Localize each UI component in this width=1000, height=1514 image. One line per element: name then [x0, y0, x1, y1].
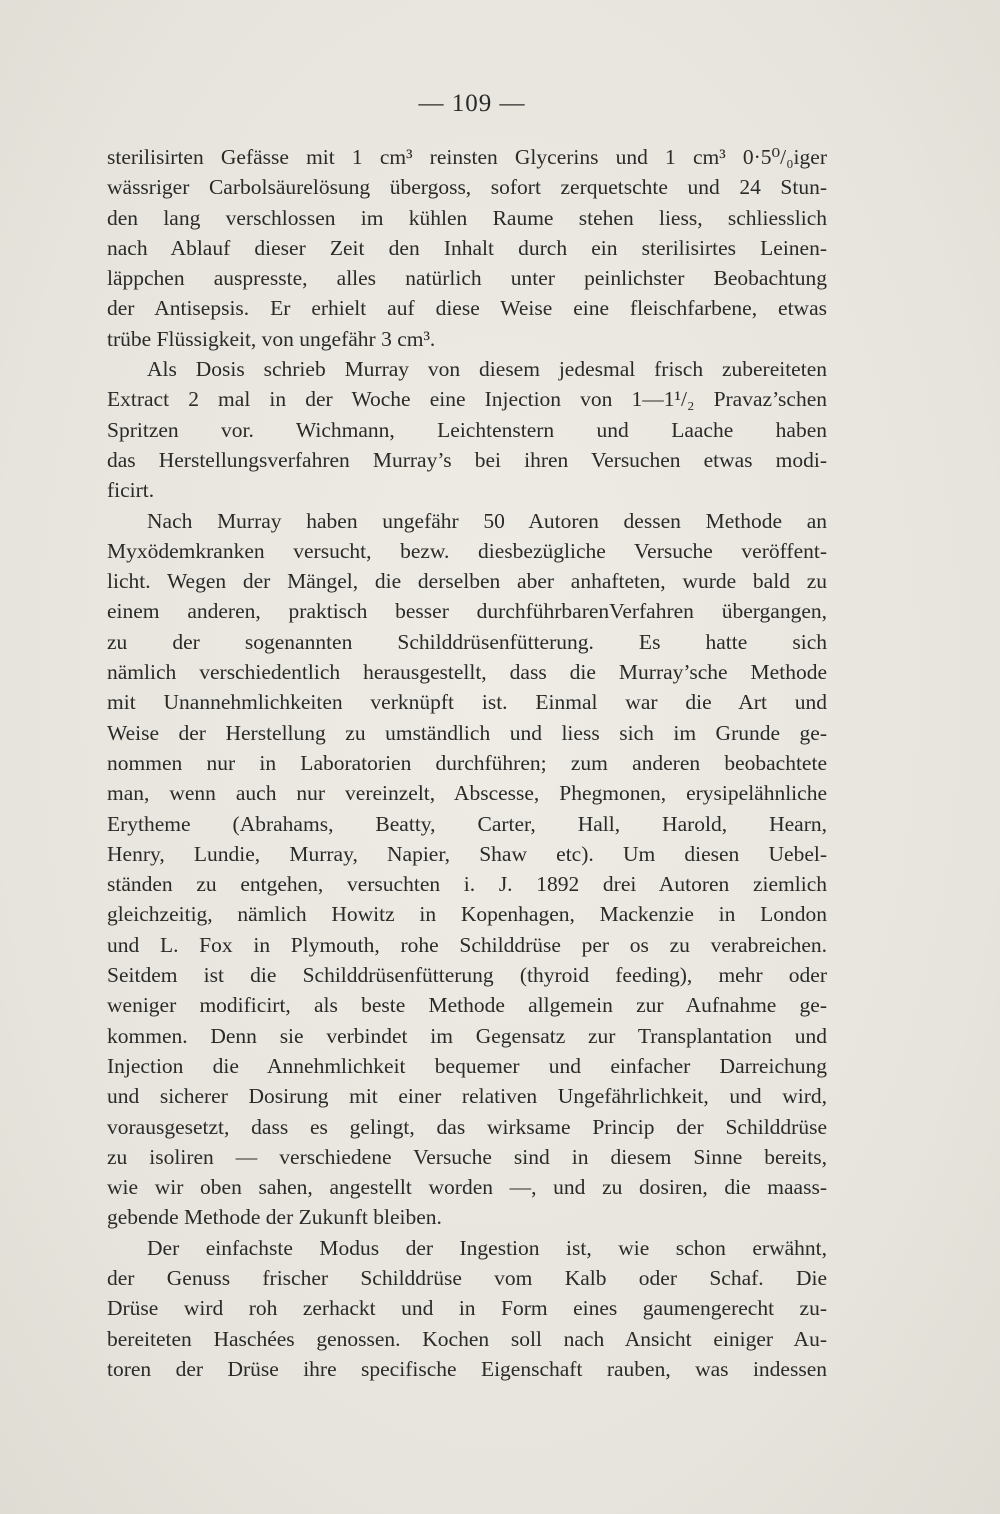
text-line: ständen zu entgehen, versuchten i. J. 1892 drei Autoren ziemlich [107, 872, 827, 897]
text-line: einem anderen, praktisch besser durchführbarenVerfahren übergangen, [107, 599, 827, 624]
text-line: Drüse wird roh zerhackt und in Form eines gaumengerecht zu- [107, 1296, 827, 1321]
text-line: mit Unannehmlichkeiten verknüpft ist. Einmal war die Art und [107, 690, 827, 715]
text-line: wässriger Carbolsäurelösung übergoss, sofort zerquetschte und 24 Stun- [107, 175, 827, 200]
paragraph-start-line: Der einfachste Modus der Ingestion ist, wie schon erwähnt, [147, 1235, 827, 1260]
text-line: der Antisepsis. Er erhielt auf diese Weise eine fleischfarbene, etwas [107, 296, 827, 321]
text-line: wie wir oben sahen, angestellt worden —, und zu dosiren, die maass- [107, 1175, 827, 1200]
text-line: Injection die Annehmlichkeit bequemer und einfacher Darreichung [107, 1053, 827, 1078]
paragraph-start-line: Nach Murray haben ungefähr 50 Autoren dessen Methode an [147, 508, 827, 533]
text-line: bereiteten Haschées genossen. Kochen soll nach Ansicht einiger Au- [107, 1326, 827, 1351]
text-line: nach Ablauf dieser Zeit den Inhalt durch ein sterilisirtes Leinen- [107, 235, 827, 260]
text-line: kommen. Denn sie verbindet im Gegensatz zur Transplantation und [107, 1023, 827, 1048]
body-text [107, 142, 827, 1384]
text-line: läppchen auspresste, alles natürlich unter peinlichster Beobachtung [107, 266, 827, 291]
text-line: Myxödemkranken versucht, bezw. diesbezügliche Versuche veröffent- [107, 538, 827, 563]
text-line: licht. Wegen der Mängel, die derselben aber anhafteten, wurde bald zu [107, 569, 827, 594]
text-line: Spritzen vor. Wichmann, Leichtenstern und Laache haben [107, 417, 827, 442]
text-line: zu isoliren — verschiedene Versuche sind in diesem Sinne bereits, [107, 1144, 827, 1169]
text-line: vorausgesetzt, dass es gelingt, das wirksame Princip der Schilddrüse [107, 1114, 827, 1139]
text-line: der Genuss frischer Schilddrüse vom Kalb oder Schaf. Die [107, 1265, 827, 1290]
text-line: gleichzeitig, nämlich Howitz in Kopenhagen, Mackenzie in London [107, 902, 827, 927]
text-line: und sicherer Dosirung mit einer relativen Ungefährlichkeit, und wird, [107, 1084, 827, 1109]
text-line: Weise der Herstellung zu umständlich und liess sich im Grunde ge- [107, 720, 827, 745]
text-line: zu der sogenannten Schilddrüsenfütterung. Es hatte sich [107, 629, 827, 654]
text-line: weniger modificirt, als beste Methode allgemein zur Aufnahme ge- [107, 993, 827, 1018]
text-line: sterilisirten Gefässe mit 1 cm³ reinsten Glycerins und 1 cm³ 0·5⁰/₀iger [107, 145, 827, 169]
page-number: — 109 — [418, 90, 526, 117]
text-line: trübe Flüssigkeit, von ungefähr 3 cm³. [107, 326, 436, 351]
text-line: gebende Methode der Zukunft bleiben. [107, 1205, 442, 1230]
text-line: Extract 2 mal in der Woche eine Injection von 1—1¹/₂ Pravaz’schen [107, 387, 827, 412]
paragraph-start-line: Als Dosis schrieb Murray von diesem jedesmal frisch zubereiteten [147, 357, 827, 382]
text-line: nommen nur in Laboratorien durchführen; zum anderen beobachtete [107, 750, 827, 775]
text-line: und L. Fox in Plymouth, rohe Schilddrüse per os zu verabreichen. [107, 932, 827, 957]
text-line: das Herstellungsverfahren Murray’s bei ihren Versuchen etwas modi- [107, 447, 827, 472]
text-line: nämlich verschiedentlich herausgestellt, dass die Murray’sche Methode [107, 660, 827, 685]
text-line: Seitdem ist die Schilddrüsenfütterung (thyroid feeding), mehr oder [107, 963, 827, 988]
text-line: man, wenn auch nur vereinzelt, Abscesse, Phegmonen, erysipelähnliche [107, 781, 827, 806]
text-line: ficirt. [107, 478, 155, 503]
text-line: Erytheme (Abrahams, Beatty, Carter, Hall, Harold, Hearn, [107, 811, 827, 836]
text-line: Henry, Lundie, Murray, Napier, Shaw etc). Um diesen Uebel- [107, 841, 827, 866]
text-line: den lang verschlossen im kühlen Raume stehen liess, schliesslich [107, 205, 827, 230]
text-line: toren der Drüse ihre specifische Eigenschaft rauben, was indessen [107, 1356, 827, 1381]
